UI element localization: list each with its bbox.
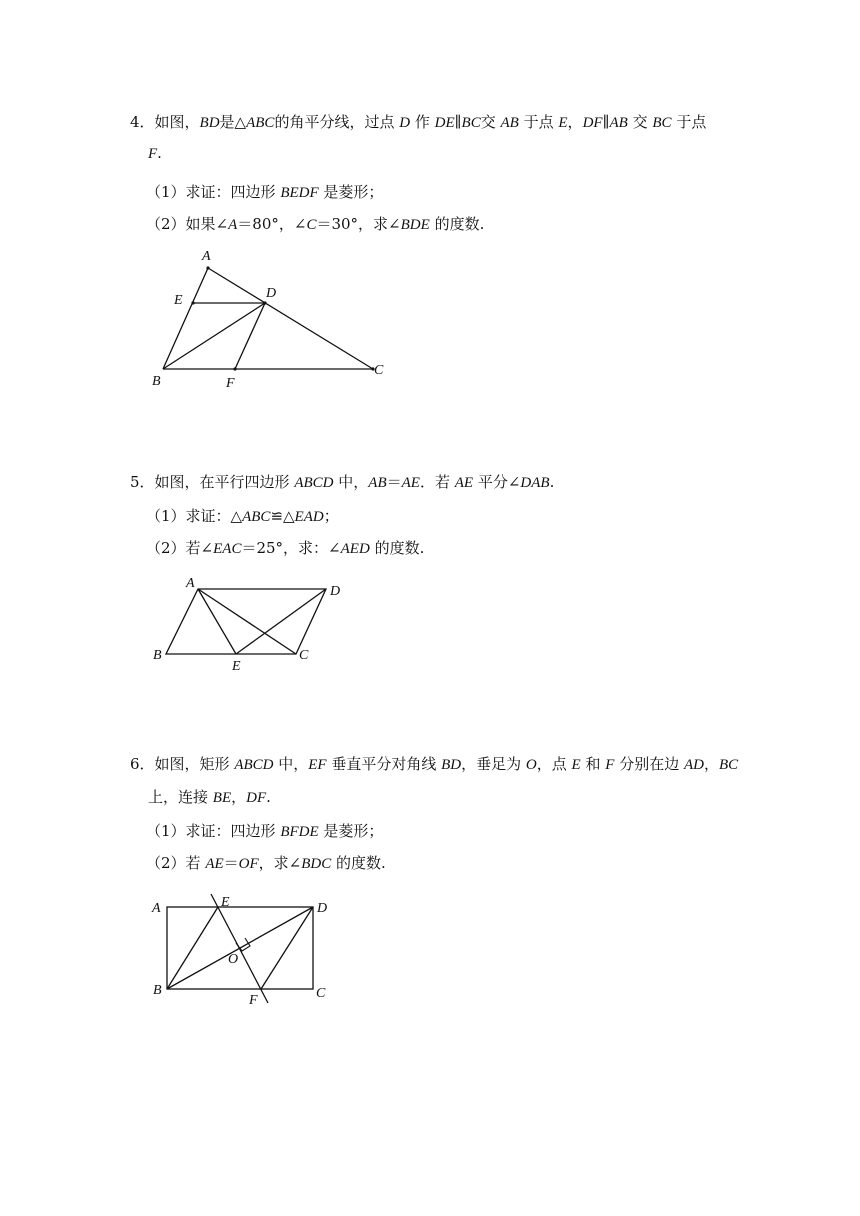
math-var: E [571, 757, 581, 773]
p6-label-c: C [316, 986, 326, 1001]
math-var: BC [719, 757, 739, 773]
math-var: AD [683, 757, 704, 773]
text-run: ＝80°，∠ [237, 215, 307, 233]
text-run: 的角平分线，过点 [274, 113, 400, 131]
p6-label-o: O [228, 952, 239, 967]
text-run: （1）求证：△ [146, 507, 243, 525]
text-run: 中， [273, 755, 309, 773]
p4-label-d: D [266, 286, 277, 301]
text-run: ＝ [386, 473, 402, 491]
math-var: AB [609, 115, 628, 131]
math-var: EAC [213, 541, 242, 557]
math-var: AE [454, 475, 474, 491]
text-run: （2）如果∠ [146, 215, 229, 233]
text-run: 是菱形； [318, 183, 384, 201]
math-var: O [525, 757, 537, 773]
math-var: E [558, 115, 568, 131]
math-var: OF [238, 856, 259, 872]
text-run: 作 [410, 113, 435, 131]
text-run: ＝25°，求：∠ [241, 539, 341, 557]
p6-label-a: A [152, 901, 161, 916]
text-run: ＝30°，求∠ [316, 215, 401, 233]
text-run: 6．如图，矩形 [130, 755, 235, 773]
p4-label-e: E [174, 293, 183, 308]
math-var: ABC [246, 115, 275, 131]
text-run: 于点 [671, 113, 707, 131]
math-var: BDE [400, 217, 430, 233]
text-run: 4．如图， [130, 113, 200, 131]
text-run: . [266, 788, 271, 806]
text-run: . [157, 144, 162, 162]
math-var: ABC [242, 509, 271, 525]
text-run: ， [567, 113, 583, 131]
text-run: 是△ [219, 113, 247, 131]
math-var: BD [441, 757, 462, 773]
text-run: 是菱形； [318, 822, 384, 840]
text-run: （1）求证：四边形 [146, 183, 281, 201]
text-run: ，点 [536, 755, 572, 773]
text-run: ， [231, 788, 247, 806]
math-var: AED [340, 541, 370, 557]
text-run: ∥ [454, 113, 462, 131]
math-var: BD [199, 115, 220, 131]
p4-label-a: A [202, 249, 211, 264]
text-run: （2）若∠ [146, 539, 214, 557]
math-var: DAB [520, 475, 550, 491]
p6-label-d: D [317, 901, 328, 916]
text-run: 中， [333, 473, 369, 491]
math-var: DE [434, 115, 455, 131]
math-var: ABCD [294, 475, 334, 491]
math-var: A [228, 217, 238, 233]
text-run: 5．如图，在平行四边形 [130, 473, 295, 491]
p5-label-b: B [153, 648, 162, 663]
text-run: 平分∠ [473, 473, 521, 491]
p6-segment-df [261, 907, 313, 989]
math-var: ABCD [234, 757, 274, 773]
text-run: 和 [580, 755, 606, 773]
text-run: ， [703, 755, 719, 773]
math-var: F [605, 757, 615, 773]
text-run: 交 [480, 113, 501, 131]
p5-label-d: D [330, 584, 341, 599]
p6-label-f: F [249, 993, 258, 1008]
p6-label-b: B [153, 983, 162, 998]
math-var: BEDF [280, 185, 319, 201]
text-run: ，求∠ [258, 854, 302, 872]
text-run: （2）若 [146, 854, 206, 872]
math-var: D [399, 115, 411, 131]
text-run: 于点 [518, 113, 559, 131]
text-run: 垂直平分对角线 [326, 755, 442, 773]
math-var: DF [582, 115, 603, 131]
text-run: . [549, 473, 555, 491]
math-var: F [148, 146, 158, 162]
text-run: 的度数. [331, 854, 386, 872]
text-run: 交 [627, 113, 653, 131]
math-var: AB [368, 475, 387, 491]
p5-label-a: A [186, 576, 195, 591]
p5-label-e: E [232, 659, 241, 674]
math-var: BC [652, 115, 672, 131]
math-var: EF [308, 757, 327, 773]
text-run: ．若 [419, 473, 455, 491]
p5-label-c: C [299, 648, 309, 663]
math-var: AB [500, 115, 519, 131]
math-var: BE [212, 790, 232, 806]
text-run: ，垂足为 [461, 755, 526, 773]
text-run: 分别在边 [614, 755, 684, 773]
p4-label-b: B [152, 374, 161, 389]
p6-label-e: E [221, 895, 230, 910]
p6-segment-be [167, 907, 218, 989]
text-run: 的度数. [369, 539, 425, 557]
text-run: 上，连接 [148, 788, 213, 806]
math-var: BDC [301, 856, 332, 872]
text-run: 的度数. [429, 215, 485, 233]
math-var: EAD [294, 509, 324, 525]
p4-label-c: C [374, 363, 384, 378]
math-var: AE [401, 475, 420, 491]
text-run: ； [323, 507, 339, 525]
math-var: BC [461, 115, 481, 131]
math-var: C [306, 217, 317, 233]
text-run: ＝ [223, 854, 239, 872]
text-run: ∥ [602, 113, 610, 131]
math-var: DF [246, 790, 267, 806]
text-run: （1）求证：四边形 [146, 822, 281, 840]
math-var: AE [205, 856, 224, 872]
p4-label-f: F [226, 376, 235, 391]
text-run: ≌△ [270, 507, 295, 525]
math-var: BFDE [280, 824, 319, 840]
